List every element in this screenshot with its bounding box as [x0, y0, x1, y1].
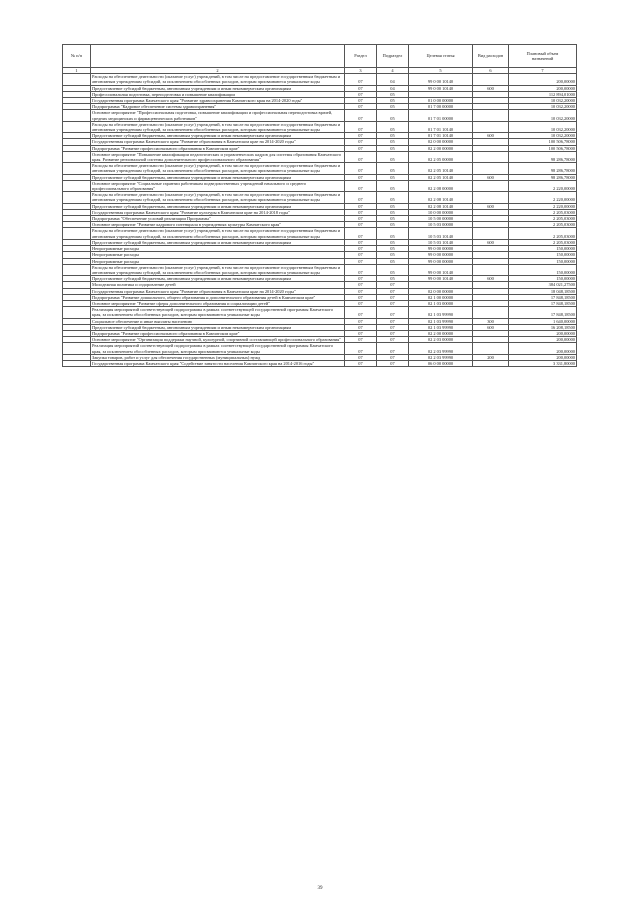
- row-name-cell: Расходы на обеспечение деятельности (оказание услуг) учреждений, в том числе на предоставление государственным бюджетным и автономным учреждениям субсидий, за исключением обособленных расходов, которым присваиваются уникальные коды: [91, 121, 345, 132]
- row-target-article-cell: 02 0 00 00000: [409, 288, 473, 294]
- row-name-cell: Основное мероприятие "Профессиональная подготовка, повышение квалификации и профессиональная переподготовка врачей, средних медицинских и фармацевтических работников": [91, 110, 345, 121]
- row-podrazdel-cell: 07: [377, 282, 409, 288]
- row-razdel-cell: 07: [345, 151, 377, 162]
- row-podrazdel-cell: 05: [377, 209, 409, 215]
- row-expense-type-cell: [473, 74, 509, 85]
- header-podrazdel: Подраздел: [377, 45, 409, 68]
- budget-table: [62, 44, 577, 367]
- header-expense-type: Вид расходов: [473, 45, 509, 68]
- row-podrazdel-cell: 07: [377, 288, 409, 294]
- row-name-cell: Предоставление субсидий бюджетным, автономным учреждениям и иным некоммерческим организациям: [91, 324, 345, 330]
- col-number: 3: [345, 68, 377, 74]
- row-podrazdel-cell: 05: [377, 133, 409, 139]
- row-name-cell: Подпрограмма "Развитие профессионального образования в Камчатском крае": [91, 145, 345, 151]
- row-amount-cell: 112 894,01000: [509, 91, 577, 97]
- row-num-cell: [63, 110, 91, 121]
- row-name-cell: Основное мероприятие "Социальные гарантии работникам подведомственных учреждений начального и среднего профессионального образования": [91, 180, 345, 191]
- table-row: [63, 121, 577, 132]
- col-number: 2: [91, 68, 345, 74]
- row-amount-cell: 150,00000: [509, 246, 577, 252]
- row-amount-cell: 150,00000: [509, 258, 577, 264]
- row-name-cell: Непрограммные расходы: [91, 246, 345, 252]
- row-razdel-cell: 07: [345, 139, 377, 145]
- row-amount-cell: 2 220,00000: [509, 192, 577, 203]
- row-name-cell: Профессиональная подготовка, переподготовка и повышение квалификации: [91, 91, 345, 97]
- row-podrazdel-cell: 07: [377, 318, 409, 324]
- row-amount-cell: 150,00000: [509, 276, 577, 282]
- row-podrazdel-cell: 04: [377, 74, 409, 85]
- row-podrazdel-cell: 05: [377, 264, 409, 275]
- row-razdel-cell: 07: [345, 180, 377, 191]
- row-razdel-cell: 07: [345, 163, 377, 174]
- row-expense-type-cell: [473, 360, 509, 366]
- row-num-cell: [63, 343, 91, 354]
- row-target-article-cell: 06 0 00 00000: [409, 360, 473, 366]
- row-amount-cell: 10 032,20000: [509, 104, 577, 110]
- row-name-cell: Закупка товаров, работ и услуг для обеспечения государственных (муниципальных) нужд: [91, 354, 345, 360]
- row-name-cell: Реализация мероприятий соответствующей подпрограммы в рамках соответствующей государственной программы Камчатского края, за исключением обособленных расходов, которым присваиваются уникальные коды: [91, 343, 345, 354]
- row-target-article-cell: 02 1 03 99990: [409, 318, 473, 324]
- row-podrazdel-cell: 07: [377, 360, 409, 366]
- col-number: 1: [63, 68, 91, 74]
- row-target-article-cell: 99 0 00 00000: [409, 258, 473, 264]
- row-name-cell: Основное мероприятие "Развитие кадрового потенциала в учреждениях культуры Камчатского края": [91, 222, 345, 228]
- row-expense-type-cell: [473, 307, 509, 318]
- row-target-article-cell: 02 2 05 10140: [409, 163, 473, 174]
- row-expense-type-cell: [473, 121, 509, 132]
- row-razdel-cell: 07: [345, 343, 377, 354]
- row-amount-cell: 2 205,03000: [509, 228, 577, 239]
- row-podrazdel-cell: 05: [377, 246, 409, 252]
- row-target-article-cell: 99 0 00 00000: [409, 252, 473, 258]
- row-razdel-cell: 07: [345, 74, 377, 85]
- row-amount-cell: 16 208,18500: [509, 324, 577, 330]
- row-num-cell: [63, 264, 91, 275]
- row-expense-type-cell: [473, 151, 509, 162]
- row-amount-cell: 200,00000: [509, 337, 577, 343]
- row-target-article-cell: 02 1 00 00000: [409, 294, 473, 300]
- col-number: 5: [409, 68, 473, 74]
- row-num-cell: [63, 180, 91, 191]
- row-razdel-cell: 07: [345, 307, 377, 318]
- row-target-article-cell: 02 2 00 00000: [409, 145, 473, 151]
- row-podrazdel-cell: 05: [377, 145, 409, 151]
- table-row: [63, 74, 577, 85]
- row-amount-cell: 200,00000: [509, 74, 577, 85]
- row-razdel-cell: 07: [345, 239, 377, 245]
- row-target-article-cell: 02 0 00 00000: [409, 139, 473, 145]
- row-name-cell: Предоставление субсидий бюджетным, автономным учреждениям и иным некоммерческим организациям: [91, 133, 345, 139]
- row-expense-type-cell: 600: [473, 203, 509, 209]
- row-podrazdel-cell: 05: [377, 228, 409, 239]
- row-target-article-cell: 99 0 00 10140: [409, 276, 473, 282]
- row-razdel-cell: 07: [345, 330, 377, 336]
- row-expense-type-cell: 600: [473, 239, 509, 245]
- row-amount-cell: 2 205,03000: [509, 209, 577, 215]
- row-name-cell: Расходы на обеспечение деятельности (оказание услуг) учреждений, в том числе на предоставление государственным бюджетным и автономным учреждениям субсидий, за исключением обособленных расходов, которым присваиваются уникальные коды: [91, 163, 345, 174]
- row-name-cell: Молодежная политика и оздоровление детей: [91, 282, 345, 288]
- row-podrazdel-cell: 05: [377, 139, 409, 145]
- row-target-article-cell: 99 0 00 10140: [409, 85, 473, 91]
- row-amount-cell: 98 286,78000: [509, 151, 577, 162]
- table-row: [63, 343, 577, 354]
- row-target-article-cell: 99 0 00 10140: [409, 74, 473, 85]
- row-target-article-cell: 02 2 05 00000: [409, 151, 473, 162]
- row-amount-cell: 150,00000: [509, 264, 577, 275]
- row-name-cell: Предоставление субсидий бюджетным, автономным учреждениям и иным некоммерческим организациям: [91, 174, 345, 180]
- row-podrazdel-cell: 07: [377, 294, 409, 300]
- row-name-cell: Подпрограмма "Обеспечение условий реализации Программы": [91, 216, 345, 222]
- row-num-cell: [63, 74, 91, 85]
- row-target-article-cell: 02 2 08 10140: [409, 192, 473, 203]
- row-expense-type-cell: 300: [473, 318, 509, 324]
- row-podrazdel-cell: 05: [377, 203, 409, 209]
- table-row: [63, 110, 577, 121]
- row-expense-type-cell: 600: [473, 174, 509, 180]
- row-podrazdel-cell: 07: [377, 337, 409, 343]
- row-target-article-cell: 02 2 03 99990: [409, 343, 473, 354]
- row-name-cell: Основное мероприятие "Организация поддержки научной, культурной, спортивной составляющей профессионального образования": [91, 337, 345, 343]
- row-target-article-cell: 99 0 00 00000: [409, 246, 473, 252]
- row-expense-type-cell: 600: [473, 276, 509, 282]
- page-number: 39: [317, 886, 323, 891]
- row-podrazdel-cell: 05: [377, 222, 409, 228]
- header-target-article: Целевая статья: [409, 45, 473, 68]
- row-razdel-cell: 07: [345, 324, 377, 330]
- row-num-cell: [63, 360, 91, 366]
- row-target-article-cell: 01 0 00 00000: [409, 98, 473, 104]
- row-podrazdel-cell: 07: [377, 307, 409, 318]
- row-target-article-cell: 01 7 01 10140: [409, 121, 473, 132]
- row-razdel-cell: 07: [345, 318, 377, 324]
- row-razdel-cell: 07: [345, 209, 377, 215]
- row-razdel-cell: 07: [345, 354, 377, 360]
- row-target-article-cell: 02 2 03 00000: [409, 337, 473, 343]
- row-podrazdel-cell: 05: [377, 91, 409, 97]
- row-expense-type-cell: [473, 192, 509, 203]
- row-name-cell: Непрограммные расходы: [91, 258, 345, 264]
- row-name-cell: Подпрограмма "Кадровое обеспечение системы здравоохранения": [91, 104, 345, 110]
- row-podrazdel-cell: 04: [377, 85, 409, 91]
- row-name-cell: Основное мероприятие "Повышение квалификации педагогических и управленческих кадров для системы образования Камчатского края. Развитие региональной системы дополнительного профессионального образования": [91, 151, 345, 162]
- header-name: [91, 45, 345, 68]
- row-razdel-cell: 07: [345, 228, 377, 239]
- row-num-cell: [63, 228, 91, 239]
- row-amount-cell: 200,00000: [509, 330, 577, 336]
- row-amount-cell: 2 205,03000: [509, 239, 577, 245]
- row-razdel-cell: 07: [345, 133, 377, 139]
- row-target-article-cell: 02 1 03 99990: [409, 307, 473, 318]
- row-podrazdel-cell: 05: [377, 104, 409, 110]
- row-amount-cell: 2 220,00000: [509, 180, 577, 191]
- row-podrazdel-cell: 07: [377, 343, 409, 354]
- table-row: [63, 180, 577, 191]
- table-row: [63, 360, 577, 366]
- row-target-article-cell: 10 5 03 10140: [409, 239, 473, 245]
- row-podrazdel-cell: 05: [377, 276, 409, 282]
- col-number: 4: [377, 68, 409, 74]
- row-expense-type-cell: [473, 163, 509, 174]
- table-header-row: [63, 45, 577, 68]
- table-body: [63, 74, 577, 367]
- row-amount-cell: 150,00000: [509, 252, 577, 258]
- row-num-cell: [63, 151, 91, 162]
- row-podrazdel-cell: 07: [377, 354, 409, 360]
- row-amount-cell: 3 331,80000: [509, 360, 577, 366]
- row-amount-cell: 17 848,18500: [509, 307, 577, 318]
- row-expense-type-cell: 600: [473, 85, 509, 91]
- row-amount-cell: 1 640,00000: [509, 318, 577, 324]
- row-expense-type-cell: [473, 228, 509, 239]
- row-num-cell: [63, 121, 91, 132]
- row-expense-type-cell: 600: [473, 133, 509, 139]
- row-amount-cell: 384 021,27500: [509, 282, 577, 288]
- row-amount-cell: 100 506,78000: [509, 139, 577, 145]
- row-podrazdel-cell: 05: [377, 174, 409, 180]
- row-razdel-cell: 07: [345, 192, 377, 203]
- row-razdel-cell: 07: [345, 85, 377, 91]
- row-amount-cell: 10 032,20000: [509, 110, 577, 121]
- row-podrazdel-cell: 07: [377, 324, 409, 330]
- row-podrazdel-cell: 05: [377, 192, 409, 203]
- row-target-article-cell: 01 7 01 10140: [409, 133, 473, 139]
- row-amount-cell: 18 048,18500: [509, 288, 577, 294]
- row-amount-cell: 2 220,00000: [509, 203, 577, 209]
- row-amount-cell: 98 286,78000: [509, 163, 577, 174]
- col-number: 6: [473, 68, 509, 74]
- row-razdel-cell: 07: [345, 252, 377, 258]
- row-razdel-cell: 07: [345, 121, 377, 132]
- row-expense-type-cell: [473, 110, 509, 121]
- row-podrazdel-cell: 05: [377, 98, 409, 104]
- row-razdel-cell: 07: [345, 300, 377, 306]
- row-expense-type-cell: 600: [473, 324, 509, 330]
- row-razdel-cell: 07: [345, 104, 377, 110]
- row-target-article-cell: 02 2 03 99990: [409, 354, 473, 360]
- row-num-cell: [63, 163, 91, 174]
- row-name-cell: Государственная программа Камчатского края "Развитие образования в Камчатском крае на 2014-2020 годы": [91, 288, 345, 294]
- row-name-cell: Социальное обеспечение и иные выплаты населению: [91, 318, 345, 324]
- row-name-cell: Государственная программа Камчатского края "Развитие образования в Камчатском крае на 2014-2020 годы": [91, 139, 345, 145]
- row-podrazdel-cell: 05: [377, 121, 409, 132]
- row-amount-cell: 98 286,78000: [509, 174, 577, 180]
- row-target-article-cell: 01 7 00 00000: [409, 104, 473, 110]
- row-target-article-cell: 02 1 03 99990: [409, 324, 473, 330]
- row-razdel-cell: 07: [345, 216, 377, 222]
- row-razdel-cell: 07: [345, 288, 377, 294]
- row-amount-cell: 2 205,03000: [509, 216, 577, 222]
- row-podrazdel-cell: 05: [377, 216, 409, 222]
- row-razdel-cell: 07: [345, 258, 377, 264]
- row-amount-cell: 200,00000: [509, 343, 577, 354]
- row-podrazdel-cell: 05: [377, 110, 409, 121]
- row-amount-cell: 10 032,20000: [509, 121, 577, 132]
- row-target-article-cell: 10 5 03 10140: [409, 228, 473, 239]
- row-amount-cell: 200,00000: [509, 354, 577, 360]
- row-razdel-cell: 07: [345, 98, 377, 104]
- row-amount-cell: 10 032,20000: [509, 133, 577, 139]
- row-podrazdel-cell: 05: [377, 258, 409, 264]
- row-amount-cell: 10 032,20000: [509, 98, 577, 104]
- row-podrazdel-cell: 05: [377, 151, 409, 162]
- row-razdel-cell: 07: [345, 203, 377, 209]
- row-name-cell: Подпрограмма "Развитие дошкольного, общего образования и дополнительного образования детей в Камчатском крае": [91, 294, 345, 300]
- row-name-cell: Подпрограмма "Развитие профессионального образования в Камчатском крае": [91, 330, 345, 336]
- row-target-article-cell: 02 2 00 00000: [409, 330, 473, 336]
- row-razdel-cell: 07: [345, 337, 377, 343]
- row-name-cell: Предоставление субсидий бюджетным, автономным учреждениям и иным некоммерческим организациям: [91, 85, 345, 91]
- row-target-article-cell: 99 0 00 10140: [409, 264, 473, 275]
- row-name-cell: Реализация мероприятий соответствующей подпрограммы в рамках соответствующей государственной программы Камчатского края, за исключением обособленных расходов, которым присваиваются уникальные коды: [91, 307, 345, 318]
- row-target-article-cell: 10 5 03 00000: [409, 222, 473, 228]
- row-razdel-cell: 07: [345, 145, 377, 151]
- table-row: [63, 163, 577, 174]
- header-planned-amount: Плановый объем назначений: [509, 45, 577, 68]
- row-target-article-cell: 01 7 01 00000: [409, 110, 473, 121]
- row-amount-cell: 17 848,18500: [509, 300, 577, 306]
- row-podrazdel-cell: 07: [377, 330, 409, 336]
- row-razdel-cell: 07: [345, 246, 377, 252]
- col-number: 7: [509, 68, 577, 74]
- table-row: [63, 228, 577, 239]
- row-target-article-cell: 02 2 05 10140: [409, 174, 473, 180]
- row-target-article-cell: 02 2 08 10140: [409, 203, 473, 209]
- row-num-cell: [63, 192, 91, 203]
- row-razdel-cell: 07: [345, 222, 377, 228]
- header-razdel: Раздел: [345, 45, 377, 68]
- row-num-cell: [63, 307, 91, 318]
- row-name-cell: Основное мероприятие "Развитие сферы дополнительного образования и социализации детей": [91, 300, 345, 306]
- row-target-article-cell: 02 1 03 00000: [409, 300, 473, 306]
- row-name-cell: Государственная программа Камчатского края "Развитие здравоохранения Камчатского края на 2014-2020 годы": [91, 98, 345, 104]
- row-name-cell: Предоставление субсидий бюджетным, автономным учреждениям и иным некоммерческим организациям: [91, 239, 345, 245]
- header-num: № п/п: [63, 45, 91, 68]
- row-expense-type-cell: [473, 264, 509, 275]
- table-row: [63, 307, 577, 318]
- row-target-article-cell: 10 0 00 00000: [409, 209, 473, 215]
- row-podrazdel-cell: 05: [377, 180, 409, 191]
- row-name-cell: Предоставление субсидий бюджетным, автономным учреждениям и иным некоммерческим организациям: [91, 276, 345, 282]
- row-podrazdel-cell: 05: [377, 163, 409, 174]
- row-podrazdel-cell: 05: [377, 239, 409, 245]
- row-name-cell: Непрограммные расходы: [91, 252, 345, 258]
- row-razdel-cell: 07: [345, 91, 377, 97]
- row-expense-type-cell: [473, 343, 509, 354]
- row-expense-type-cell: 200: [473, 354, 509, 360]
- row-name-cell: Государственная программа Камчатского края "Содействие занятости населения Камчатского края на 2014-2016 годы": [91, 360, 345, 366]
- row-name-cell: Расходы на обеспечение деятельности (оказание услуг) учреждений, в том числе на предоставление государственным бюджетным и автономным учреждениям субсидий, за исключением обособленных расходов, которым присваиваются уникальные коды: [91, 264, 345, 275]
- table-row: [63, 192, 577, 203]
- document-page: [62, 44, 576, 367]
- row-razdel-cell: 07: [345, 174, 377, 180]
- row-razdel-cell: 07: [345, 282, 377, 288]
- row-name-cell: Государственная программа Камчатского края "Развитие культуры в Камчатском крае на 2014-2018 годы": [91, 209, 345, 215]
- row-amount-cell: 200,00000: [509, 85, 577, 91]
- row-amount-cell: 100 506,78000: [509, 145, 577, 151]
- row-name-cell: Расходы на обеспечение деятельности (оказание услуг) учреждений, в том числе на предоставление государственным бюджетным и автономным учреждениям субсидий, за исключением обособленных расходов, которым присваиваются уникальные коды: [91, 192, 345, 203]
- row-name-cell: Предоставление субсидий бюджетным, автономным учреждениям и иным некоммерческим организациям: [91, 203, 345, 209]
- row-razdel-cell: 07: [345, 294, 377, 300]
- row-razdel-cell: 07: [345, 276, 377, 282]
- row-target-article-cell: 10 5 00 00000: [409, 216, 473, 222]
- row-name-cell: Расходы на обеспечение деятельности (оказание услуг) учреждений, в том числе на предоставление государственным бюджетным и автономным учреждениям субсидий, за исключением обособленных расходов, которым присваиваются уникальные коды: [91, 228, 345, 239]
- row-podrazdel-cell: 07: [377, 300, 409, 306]
- row-expense-type-cell: [473, 180, 509, 191]
- row-amount-cell: 2 205,03000: [509, 222, 577, 228]
- row-razdel-cell: 07: [345, 264, 377, 275]
- row-razdel-cell: 07: [345, 110, 377, 121]
- row-name-cell: Расходы на обеспечение деятельности (оказание услуг) учреждений, в том числе на предоставление государственным бюджетным и автономным учреждениям субсидий, за исключением обособленных расходов, которым присваиваются уникальные коды: [91, 74, 345, 85]
- row-target-article-cell: 02 2 08 00000: [409, 180, 473, 191]
- table-row: [63, 264, 577, 275]
- row-podrazdel-cell: 05: [377, 252, 409, 258]
- row-amount-cell: 17 848,18500: [509, 294, 577, 300]
- row-razdel-cell: 07: [345, 360, 377, 366]
- table-row: [63, 151, 577, 162]
